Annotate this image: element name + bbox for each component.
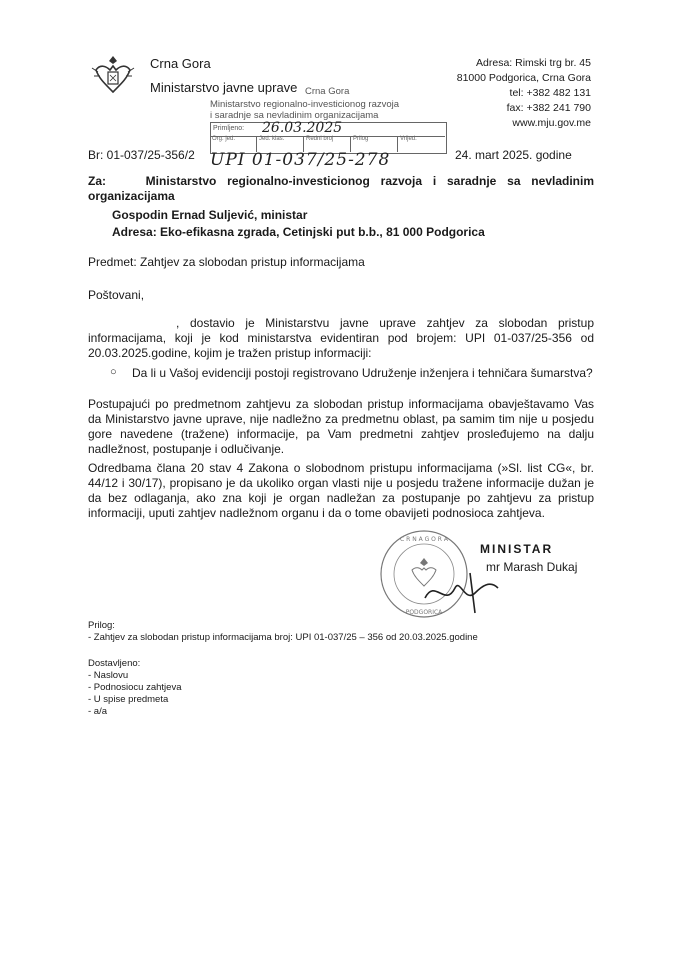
recipient-address: Adresa: Eko-efikasna zgrada, Cetinjski put b.b., 81 000 Podgorica [112,225,485,239]
recipient-label: Za: [88,174,106,188]
stamp-line-2: Ministarstvo regionalno-investicionog razvoja [210,99,400,110]
fax-line: fax: +382 241 790 [506,102,591,114]
recipient-org [88,174,594,204]
tel-line: tel: +382 482 131 [509,87,591,99]
letter-date: 24. mart 2025. godine [455,148,572,162]
delivered-item: - Naslovu [88,670,129,681]
web-line: www.mju.gov.me [512,117,591,129]
stamp-line-1: Crna Gora [305,86,350,97]
signature-name: mr Marash Dukaj [486,560,578,574]
stamp-cell-klas: Jed. klas. [257,136,304,152]
stamp-line-3: i saradnje sa nevladinim organizacijama [210,110,379,121]
attachments-label: Prilog: [88,620,115,631]
attachment-item: - Zahtjev za slobodan pristup informacijama broj: UPI 01-037/25 – 356 od 20.03.2025.godine [88,632,478,643]
question-item: Da li u Vašoj evidenciji postoji registrovano Udruženje inženjera i tehničara šumarstva? [132,366,593,380]
paragraph-not-competent: Postupajući po predmetnom zahtjevu za slobodan pristup informacijama obavještavamo Vas da Ministarstvo javne uprave, nije nadležno za predmetnu oblast, pa samim tim nije u posjedu gore navedene (tražene) informacije, pa Vam predmetni zahtjev prosleđujemo na dalju nadležnost, postupanje i odlučivanje. [88,397,594,456]
org-country: Crna Gora [150,56,211,71]
subject-line: Predmet: Zahtjev za slobodan pristup informacijama [88,255,365,269]
recipient-org-name: Ministarstvo regionalno-investicionog razvoja i saradnje sa nevladinim organizacijama [88,174,594,203]
stamp-cell-prilog: Prilog [351,136,398,152]
coat-of-arms-logo [90,52,136,98]
reference-number: Br: 01-037/25-356/2 [88,148,195,162]
delivered-item: - U spise predmeta [88,694,169,705]
address-line: Adresa: Rimski trg br. 45 [476,57,591,69]
recipient-person: Gospodin Ernad Suljević, ministar [112,208,308,222]
contact-block [457,56,591,131]
delivered-item: - a/a [88,706,108,717]
paragraph-request: , dostavio je Ministarstvu javne uprave zahtjev za slobodan pristup informacijama, koji je kod ministarstva evidentiran pod brojem: UPI 01-037/25-356 od 20.03.2025.godine, kojim je tražen pristup informaciji: [88,316,594,360]
svg-text:PODGORICA: PODGORICA [405,609,443,616]
stamp-cell-vrijed: Vrijed. [400,136,417,142]
delivered-item: - Podnosiocu zahtjeva [88,682,182,693]
handwritten-signature [420,568,510,618]
svg-text:C R N A G O R A: C R N A G O R A [400,536,448,543]
delivered-label: Dostavljeno: [88,658,141,669]
stamp-handwritten-number: UPI 01-037/25-278 [210,150,391,170]
city-line: 81000 Podgorica, Crna Gora [456,72,591,84]
stamp-received-label: Primljeno: [213,125,245,132]
greeting: Poštovani, [88,288,145,302]
stamp-received-date: 26.03.2025 [262,120,343,136]
signature-title: MINISTAR [480,542,554,556]
bullet-circle-icon: ○ [110,366,117,378]
paragraph-legal-basis: Odredbama člana 20 stav 4 Zakona o slobodnom pristupu informacijama (»Sl. list CG«, br. 44/12 i 30/17), propisano je da ukoliko organ vlasti nije u posjedu tražene informacije dužan je da bez odlaganja, ako zna koji je organ nadležan za postupanje po zahtjevu za pristup informaciji, uputi zahtjev nadležnom organu i da o tome obavijeti podnosioca zahtjeva. [88,461,594,520]
org-ministry: Ministarstvo javne uprave [150,80,298,95]
stamp-cell-org: Org. jed. [210,136,257,152]
stamp-cell-broj: Redni broj [304,136,351,152]
